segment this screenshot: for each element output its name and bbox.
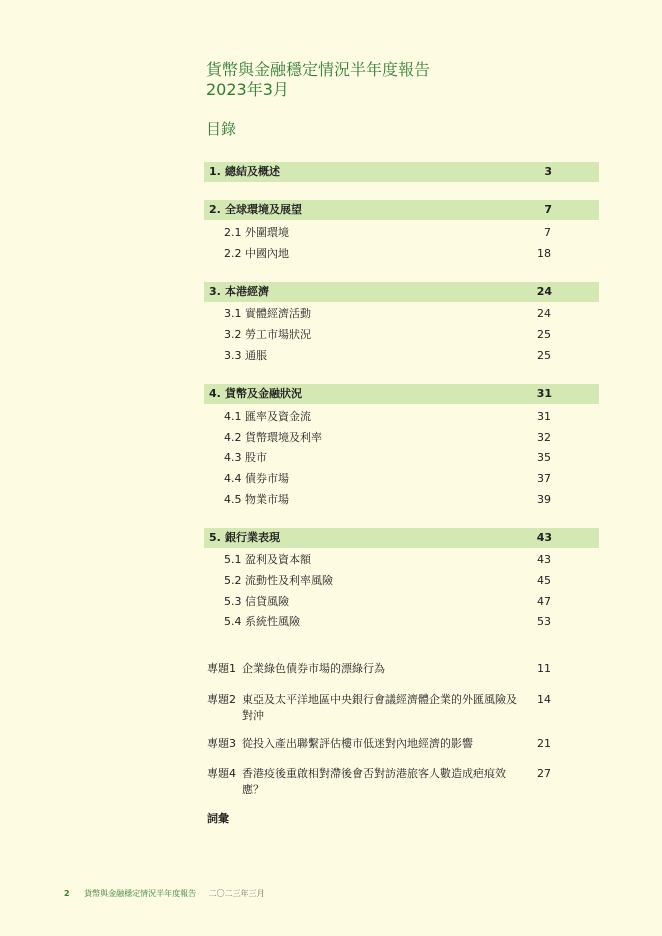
report-subtitle: 2023年3月 bbox=[206, 80, 289, 99]
subsection-label: 4.4 債券市場 bbox=[224, 472, 289, 485]
subsection-page: 7 bbox=[544, 226, 551, 239]
report-title: 貨幣與金融穩定情況半年度報告 bbox=[206, 60, 431, 79]
subsection-page: 31 bbox=[537, 410, 551, 423]
subsection-label: 3.2 勞工市場狀況 bbox=[224, 328, 311, 341]
subsection-page: 47 bbox=[537, 595, 551, 608]
toc-section-1[interactable] bbox=[204, 162, 599, 182]
subsection-label: 5.3 信貸風險 bbox=[224, 595, 289, 608]
section-page: 3 bbox=[544, 165, 552, 178]
section-number: 4. bbox=[209, 387, 221, 400]
section-title: 銀行業表現 bbox=[225, 531, 280, 544]
box-title: 香港疫後重啟相對滯後會否對訪港旅客人數造成疤痕效應？ bbox=[242, 767, 506, 796]
subsection-label: 2.1 外圍環境 bbox=[224, 226, 289, 239]
section-page: 7 bbox=[544, 203, 552, 216]
subsection-page: 32 bbox=[537, 431, 551, 444]
subsection-page: 39 bbox=[537, 493, 551, 506]
box-label: 專題2 bbox=[207, 693, 236, 706]
subsection-page: 43 bbox=[537, 553, 551, 566]
box-page: 27 bbox=[537, 767, 551, 780]
box-label: 專題4 bbox=[207, 767, 236, 780]
toc-section-2[interactable] bbox=[204, 200, 599, 220]
section-page: 31 bbox=[536, 387, 552, 400]
toc-subsection[interactable] bbox=[224, 614, 551, 630]
box-title: 從投入產出聯繫評估樓市低迷對內地經濟的影響 bbox=[242, 737, 473, 750]
section-title: 全球環境及展望 bbox=[225, 203, 302, 216]
subsection-page: 18 bbox=[537, 247, 551, 260]
footer-page-number: 2 bbox=[64, 889, 70, 898]
section-number: 2. bbox=[209, 203, 221, 216]
box-page: 14 bbox=[537, 693, 551, 706]
subsection-page: 53 bbox=[537, 615, 551, 628]
subsection-label: 4.2 貨幣環境及利率 bbox=[224, 431, 322, 444]
toc-section-3[interactable] bbox=[204, 282, 599, 302]
toc-subsection[interactable] bbox=[224, 327, 551, 343]
footer-date: 二〇二三年三月 bbox=[208, 889, 265, 898]
subsection-label: 5.1 盈利及資本額 bbox=[224, 553, 311, 566]
box-label: 專題1 bbox=[207, 662, 236, 675]
subsection-label: 2.2 中國內地 bbox=[224, 247, 289, 260]
subsection-page: 35 bbox=[537, 451, 551, 464]
section-number: 3. bbox=[209, 285, 221, 298]
subsection-label: 5.4 系統性風險 bbox=[224, 615, 300, 628]
box-page: 21 bbox=[537, 737, 551, 750]
subsection-page: 45 bbox=[537, 574, 551, 587]
section-page: 24 bbox=[536, 285, 552, 298]
section-number: 1. bbox=[209, 165, 221, 178]
footer-title: 貨幣與金融穩定情況半年度報告 bbox=[84, 889, 197, 898]
section-title: 貨幣及金融狀況 bbox=[225, 387, 302, 400]
subsection-page: 37 bbox=[537, 472, 551, 485]
subsection-page: 25 bbox=[537, 328, 551, 341]
subsection-label: 5.2 流動性及利率風險 bbox=[224, 574, 333, 587]
box-title: 東亞及太平洋地區中央銀行會議經濟體企業的外匯風險及對沖 bbox=[242, 693, 517, 722]
toc-subsection[interactable] bbox=[224, 409, 551, 425]
box-label: 專題3 bbox=[207, 737, 236, 750]
toc-heading: 目錄 bbox=[206, 120, 237, 138]
subsection-label: 3.3 通脹 bbox=[224, 349, 267, 362]
toc-subsection[interactable] bbox=[224, 348, 551, 364]
toc-glossary[interactable]: 詞彙 bbox=[207, 812, 229, 825]
toc-subsection[interactable] bbox=[224, 306, 551, 322]
toc-subsection[interactable] bbox=[224, 573, 551, 589]
toc-subsection[interactable] bbox=[224, 450, 551, 466]
subsection-page: 24 bbox=[537, 307, 551, 320]
toc-section-5[interactable] bbox=[204, 528, 599, 548]
section-title: 總結及概述 bbox=[225, 165, 280, 178]
toc-subsection[interactable] bbox=[224, 552, 551, 568]
section-title: 本港經濟 bbox=[225, 285, 269, 298]
subsection-page: 25 bbox=[537, 349, 551, 362]
subsection-label: 4.3 股市 bbox=[224, 451, 267, 464]
toc-subsection[interactable] bbox=[224, 430, 551, 446]
section-page: 43 bbox=[536, 531, 552, 544]
box-page: 11 bbox=[537, 662, 551, 675]
toc-subsection[interactable] bbox=[224, 594, 551, 610]
toc-subsection[interactable] bbox=[224, 246, 551, 262]
toc-section-4[interactable] bbox=[204, 384, 599, 404]
subsection-label: 3.1 實體經濟活動 bbox=[224, 307, 311, 320]
toc-subsection[interactable] bbox=[224, 225, 551, 241]
subsection-label: 4.5 物業市場 bbox=[224, 493, 289, 506]
page-footer bbox=[64, 888, 265, 899]
toc-subsection[interactable] bbox=[224, 471, 551, 487]
toc-subsection[interactable] bbox=[224, 492, 551, 508]
subsection-label: 4.1 匯率及資金流 bbox=[224, 410, 311, 423]
box-title: 企業綠色債券市場的漂綠行為 bbox=[242, 662, 385, 675]
section-number: 5. bbox=[209, 531, 221, 544]
